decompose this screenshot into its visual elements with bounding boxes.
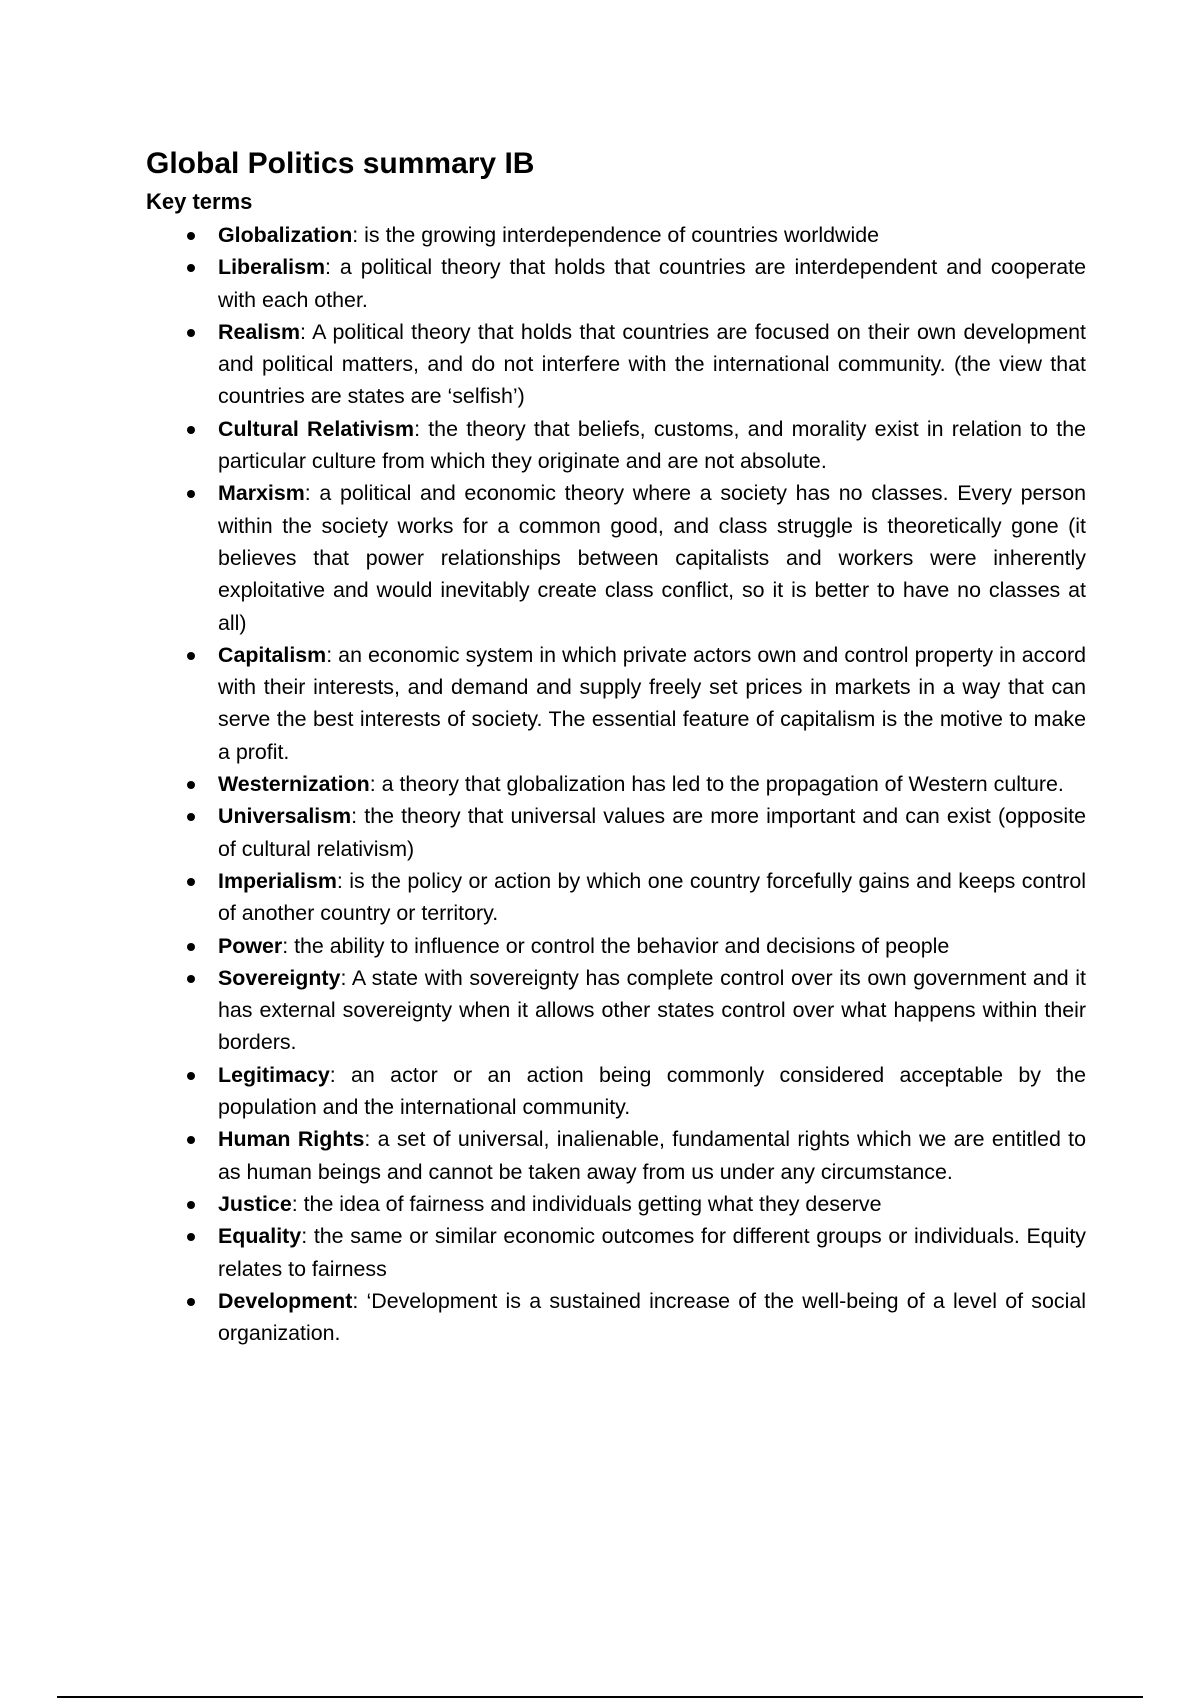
term-name: Cultural Relativism [218, 416, 415, 441]
list-item [218, 930, 1086, 962]
term-name: Liberalism [218, 255, 325, 280]
term-definition: : a political and economic theory where a society has no classes. Every person within the society works for a common good, and class struggle is theoretically gone (it believes that power relationships between capitalists and workers were inherently exploitative and would inevitably create class conflict, so it is better to have no classes at all) [218, 481, 1086, 635]
term-definition: : ‘Development is a sustained increase of the well-being of a level of social organization. [218, 1288, 1086, 1346]
document-title: Global Politics summary IB [146, 147, 535, 180]
term-definition: : the idea of fairness and individuals getting what they deserve [291, 1191, 882, 1216]
list-item [218, 800, 1086, 865]
term-name: Power [218, 933, 283, 958]
list-item [218, 1285, 1086, 1350]
term-definition: : a theory that globalization has led to the propagation of Western culture. [369, 772, 1064, 797]
term-definition: : the same or similar economic outcomes for different groups or individuals. Equity relates to fairness [218, 1224, 1086, 1281]
list-item [218, 251, 1086, 316]
term-name: Imperialism [218, 868, 337, 893]
term-name: Realism [218, 319, 301, 344]
term-definition: : a political theory that holds that countries are interdependent and cooperate with each other. [218, 255, 1086, 312]
term-definition: : the theory that beliefs, customs, and morality exist in relation to the particular culture from which they originate and are not absolute. [218, 416, 1086, 474]
term-name: Legitimacy [218, 1062, 330, 1087]
term-name: Equality [218, 1224, 302, 1249]
page-bottom-divider [57, 1696, 1143, 1698]
list-item [218, 1059, 1086, 1124]
term-name: Justice [218, 1191, 292, 1216]
term-definition: : the theory that universal values are more important and can exist (opposite of cultural relativism) [218, 804, 1086, 861]
term-name: Sovereignty [218, 965, 341, 990]
list-item [218, 1220, 1086, 1285]
term-definition: : an actor or an action being commonly considered acceptable by the population and the international community. [218, 1062, 1086, 1120]
list-item [218, 477, 1086, 638]
term-name: Universalism [218, 804, 352, 829]
list-item [218, 316, 1086, 413]
term-definition: : A state with sovereignty has complete control over its own government and it has external sovereignty when it allows other states control over what happens within their borders. [218, 965, 1086, 1055]
list-item [218, 1123, 1086, 1188]
list-item [218, 1188, 1086, 1220]
list-item [218, 219, 1086, 251]
term-name: Marxism [218, 481, 305, 506]
term-name: Development [218, 1288, 353, 1313]
term-name: Globalization [218, 223, 353, 247]
term-name: Capitalism [218, 642, 327, 667]
term-definition: : is the growing interdependence of countries worldwide [352, 223, 880, 247]
term-name: Westernization [218, 772, 370, 797]
list-item [218, 962, 1086, 1059]
list-item [218, 413, 1086, 478]
term-definition: : an economic system in which private actors own and control property in accord with their interests, and demand and supply freely set prices in markets in a way that can serve the best interests of society. The essential feature of capitalism is the motive to make a profit. [218, 642, 1086, 764]
list-item [218, 639, 1086, 768]
key-terms-list [218, 219, 1086, 1349]
term-definition: : the ability to influence or control the behavior and decisions of people [282, 933, 950, 958]
term-definition: : a set of universal, inalienable, fundamental rights which we are entitled to as human beings and cannot be taken away from us under any circumstance. [218, 1127, 1087, 1184]
list-item [218, 768, 1086, 800]
list-item [218, 865, 1086, 930]
term-name: Human Rights [218, 1127, 365, 1152]
term-definition: : is the policy or action by which one country forcefully gains and keeps control of another country or territory. [218, 868, 1086, 926]
term-definition: : A political theory that holds that countries are focused on their own development and political matters, and do not interfere with the international community. (the view that countries are states are ‘selfish’) [218, 319, 1086, 409]
section-heading-key-terms: Key terms [146, 189, 253, 214]
